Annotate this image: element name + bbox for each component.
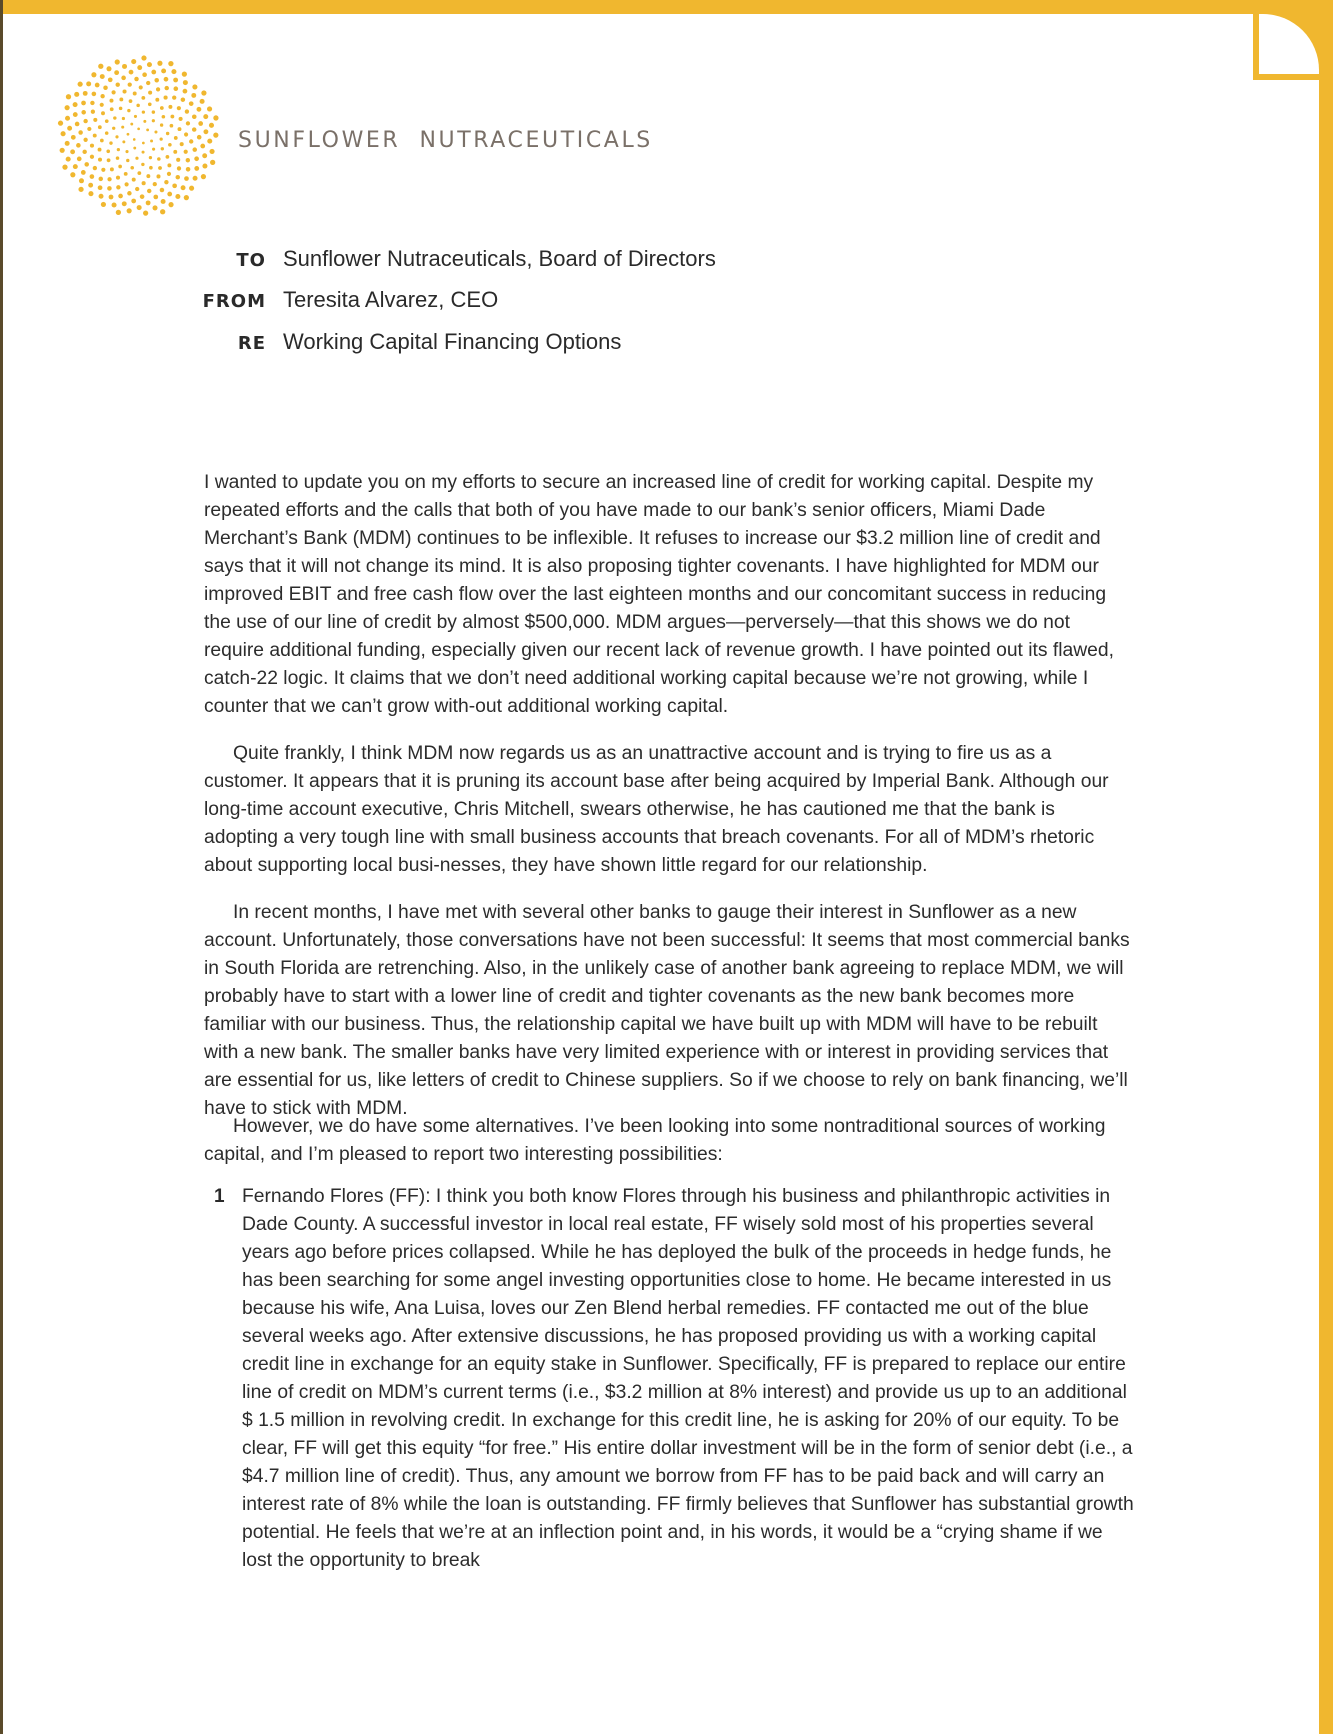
logo-seed-dot xyxy=(112,127,115,130)
logo-seed-dot xyxy=(75,122,80,127)
logo-seed-dot xyxy=(175,194,180,199)
logo-seed-dot xyxy=(100,139,104,143)
logo-seed-dot xyxy=(149,156,152,159)
logo-seed-dot xyxy=(87,127,91,131)
logo-seed-dot xyxy=(65,105,70,110)
logo-seed-dot xyxy=(116,156,120,160)
logo-seed-dot xyxy=(161,147,164,150)
logo-seed-dot xyxy=(141,96,145,100)
logo-seed-dot xyxy=(161,199,166,204)
logo-seed-dot xyxy=(178,127,182,131)
logo-seed-dot xyxy=(153,182,157,186)
logo-seed-dot xyxy=(166,155,170,159)
logo-seed-dot xyxy=(176,175,180,179)
logo-seed-dot xyxy=(106,149,110,153)
logo-seed-dot xyxy=(98,185,103,190)
logo-seed-dot xyxy=(106,66,111,71)
logo-seed-dot xyxy=(181,97,186,102)
logo-seed-dot xyxy=(157,61,162,66)
logo-seed-dot xyxy=(177,106,181,110)
logo-seed-dot xyxy=(101,202,106,207)
logo-seed-dot xyxy=(147,62,152,67)
logo-seed-dot xyxy=(121,126,124,129)
logo-seed-dot xyxy=(98,64,103,69)
logo-seed-dot xyxy=(160,188,165,193)
logo-seed-dot xyxy=(66,157,71,162)
logo-seed-dot xyxy=(197,107,202,112)
logo-seed-dot xyxy=(181,185,186,190)
logo-seed-dot xyxy=(90,101,94,105)
logo-seed-dot xyxy=(213,133,218,138)
logo-seed-dot xyxy=(198,121,203,126)
logo-seed-dot xyxy=(126,159,129,162)
logo-seed-dot xyxy=(67,126,72,131)
logo-seed-dot xyxy=(119,107,123,111)
logo-seed-dot xyxy=(125,182,129,186)
logo-seed-dot xyxy=(114,70,119,75)
logo-seed-dot xyxy=(142,72,147,77)
logo-seed-dot xyxy=(172,95,176,99)
logo-seed-dot xyxy=(98,148,102,152)
logo-seed-dot xyxy=(213,115,218,120)
logo-seed-dot xyxy=(183,89,188,94)
logo-seed-dot xyxy=(146,128,149,131)
logo-seed-dot xyxy=(194,156,199,161)
logo-seed-dot xyxy=(148,91,152,95)
list-item-number: 1 xyxy=(214,1186,225,1207)
logo-seed-dot xyxy=(83,138,87,142)
logo-seed-dot xyxy=(76,143,81,148)
logo-seed-dot xyxy=(182,71,187,76)
company-name: SUNFLOWER NUTRACEUTICALS xyxy=(238,128,653,153)
logo-seed-dot xyxy=(142,181,146,185)
logo-seed-dot xyxy=(146,200,151,205)
logo-seed-dot xyxy=(125,150,128,153)
logo-seed-dot xyxy=(100,103,104,107)
logo-seed-dot xyxy=(105,131,109,135)
paragraph: In recent months, I have met with several other banks to gauge their interest in Sunflower as a new account. Unfortunately, those conversations have not been successful: It seems that most commercial banks in South Florida are retrenching. Also, in the unlikely case of another bank agreeing to replace MDM, we will probably have to start with a lower line of credit and tighter covenants as the new bank becomes more familiar with our business. Thus, the relationship capital we have built up with MDM will have to be rebuilt with a new bank. The smaller banks have very limited experience with or interest in providing services that are essential for us, like letters of credit to Chinese suppliers. So if we choose to rely on bank financing, we’ll have to stick with MDM. xyxy=(204,902,1130,1119)
logo-seed-dot xyxy=(109,99,113,103)
logo-seed-dot xyxy=(107,177,111,181)
logo-seed-dot xyxy=(141,55,146,60)
logo-seed-dot xyxy=(111,90,115,94)
logo-seed-dot xyxy=(73,164,78,169)
logo-seed-dot xyxy=(112,202,117,207)
logo-seed-dot xyxy=(152,205,157,210)
logo-seed-dot xyxy=(122,140,125,143)
logo-seed-dot xyxy=(123,89,127,93)
logo-seed-dot xyxy=(207,139,212,144)
logo-seed-dot xyxy=(133,91,137,95)
logo-seed-dot xyxy=(156,87,160,91)
logo-seed-dot xyxy=(82,150,86,154)
logo-seed-dot xyxy=(193,176,198,181)
logo-seed-dot xyxy=(78,130,82,134)
logo-seed-dot xyxy=(93,166,97,170)
logo-seed-dot xyxy=(192,127,196,131)
logo-seed-dot xyxy=(137,205,142,210)
logo-seed-dot xyxy=(166,132,169,135)
logo-seed-dot xyxy=(201,90,206,95)
logo-seed-dot xyxy=(184,176,189,181)
logo-seed-dot xyxy=(209,149,214,154)
logo-seed-dot xyxy=(153,195,158,200)
logo-seed-dot xyxy=(60,148,65,153)
logo-seed-dot xyxy=(65,141,70,146)
logo-seed-dot xyxy=(115,59,120,64)
logo-seed-dot xyxy=(93,118,97,122)
logo-seed-dot xyxy=(143,211,148,216)
logo-seed-dot xyxy=(134,77,138,81)
memo-to-label: TO xyxy=(236,250,266,271)
logo-seed-dot xyxy=(160,106,164,110)
logo-seed-dot xyxy=(133,147,136,150)
logo-seed-dot xyxy=(162,115,166,119)
logo-seed-dot xyxy=(83,119,87,123)
logo-seed-dot xyxy=(157,157,161,161)
logo-seed-dot xyxy=(127,133,130,136)
logo-seed-dot xyxy=(202,153,207,158)
logo-seed-dot xyxy=(98,158,102,162)
logo-seed-dot xyxy=(86,81,91,86)
logo-seed-dot xyxy=(173,78,178,83)
memo-from-value: Teresita Alvarez, CEO xyxy=(283,287,499,312)
logo-seed-dot xyxy=(130,166,134,170)
logo-seed-dot xyxy=(189,101,194,106)
logo-seed-dot xyxy=(109,195,114,200)
logo-seed-dot xyxy=(109,141,112,144)
logo-seed-dot xyxy=(186,121,190,125)
memo-to-value: Sunflower Nutraceuticals, Board of Directors xyxy=(283,246,716,271)
logo-seed-dot xyxy=(142,111,145,114)
logo-seed-dot xyxy=(148,102,152,106)
logo-seed-dot xyxy=(155,98,159,102)
logo-seed-dot xyxy=(192,147,197,152)
logo-seed-dot xyxy=(171,69,176,74)
logo-seed-dot xyxy=(161,68,166,73)
page-frame-top xyxy=(0,0,1333,14)
page-frame-left xyxy=(0,0,3,1734)
logo-seed-dot xyxy=(70,149,75,154)
logo-seed-dot xyxy=(186,158,190,162)
logo-seed-dot xyxy=(100,74,105,79)
logo-seed-dot xyxy=(147,189,151,193)
memo-from-label: FROM xyxy=(202,291,266,312)
logo-seed-dot xyxy=(93,134,97,138)
logo-seed-dot xyxy=(210,160,215,165)
logo-seed-dot xyxy=(191,93,196,98)
logo-seed-dot xyxy=(81,110,86,115)
logo-seed-dot xyxy=(90,174,95,179)
logo-seed-dot xyxy=(167,192,172,197)
logo-seed-dot xyxy=(107,158,111,162)
logo-seed-dot xyxy=(135,187,139,191)
logo-seed-dot xyxy=(180,142,184,146)
logo-seed-dot xyxy=(146,174,150,178)
logo-seed-dot xyxy=(78,82,83,87)
logo-seed-dot xyxy=(127,208,132,213)
logo-seed-dot xyxy=(99,177,103,181)
logo-seed-dot xyxy=(71,135,76,140)
logo-seed-dot xyxy=(202,164,207,169)
logo-seed-dot xyxy=(209,123,214,128)
logo-seed-dot xyxy=(174,136,178,140)
logo-seed-dot xyxy=(168,105,172,109)
logo-seed-dot xyxy=(150,139,153,142)
logo-seed-dot xyxy=(184,195,189,200)
logo-seed-dot xyxy=(132,178,136,182)
logo-seed-dot xyxy=(105,119,109,123)
logo-seed-dot xyxy=(81,170,86,175)
logo-seed-dot xyxy=(168,202,173,207)
logo-seed-dot xyxy=(156,174,160,178)
logo-seed-dot xyxy=(119,98,123,102)
logo-seed-dot xyxy=(139,85,143,89)
logo-seed-dot xyxy=(197,135,202,140)
logo-seed-dot xyxy=(186,167,191,172)
logo-seed-dot xyxy=(140,194,145,199)
logo-seed-dot xyxy=(154,78,159,83)
logo-seed-dot xyxy=(136,104,140,108)
logo-seed-dot xyxy=(84,162,89,167)
logo-seed-dot xyxy=(131,59,136,64)
logo-seed-dot xyxy=(122,64,127,69)
logo-seed-dot xyxy=(129,70,134,75)
logo-seed-dot xyxy=(79,178,84,183)
logo-seed-dot xyxy=(124,172,128,176)
logo-seed-dot xyxy=(74,92,79,97)
logo-seed-dot xyxy=(194,166,199,171)
paragraph: I wanted to update you on my efforts to secure an increased line of credit for working capital. Despite my repeated efforts and the calls that both of you have made to our bank’s senior officers, Miami Dade Merchant’s Bank (MDM) continues to be inflexible. It refuses to increase our $3.2 million line of credit and says that it will not change its mind. It is also proposing tighter covenants. I have highlighted for MDM our improved EBIT and free cash flow over the last eighteen months and our concomitant success in reducing the use of our line of credit by almost $500,000. MDM argues—perversely—that this shows we do not require additional funding, especially given our recent lack of revenue growth. I have pointed out its flawed, catch-22 logic. It claims that we don’t need additional working capital because we’re not growing, while I counter that we can’t grow with-out additional working capital. xyxy=(204,472,1114,717)
logo-seed-dot xyxy=(110,107,114,111)
logo-seed-dot xyxy=(58,121,63,126)
logo-seed-dot xyxy=(167,172,171,176)
logo-seed-dot xyxy=(131,199,136,204)
logo-seed-dot xyxy=(73,112,78,117)
logo-seed-dot xyxy=(176,158,180,162)
logo-seed-dot xyxy=(127,109,130,112)
page-frame-right xyxy=(1319,0,1333,1734)
logo-seed-dot xyxy=(133,138,136,141)
logo-seed-dot xyxy=(78,187,83,192)
logo-seed-dot xyxy=(141,163,144,166)
logo-seed-dot xyxy=(142,151,145,154)
logo-seed-dot xyxy=(61,131,66,136)
logo-seed-dot xyxy=(103,86,108,91)
logo-seed-dot xyxy=(115,135,118,138)
logo-seed-dot xyxy=(137,65,142,70)
logo-seed-dot xyxy=(116,176,120,180)
logo-seed-dot xyxy=(207,106,212,111)
logo-seed-dot xyxy=(128,83,132,87)
logo-seed-dot xyxy=(95,83,100,88)
logo-seed-dot xyxy=(168,61,173,66)
logo-seed-dot xyxy=(189,186,194,191)
logo-seed-dot xyxy=(164,180,168,184)
logo-seed-dot xyxy=(137,127,140,130)
logo-seed-dot xyxy=(167,163,171,167)
logo-seed-dot xyxy=(170,115,174,119)
logo-seed-dot xyxy=(154,131,157,134)
paragraph: Quite frankly, I think MDM now regards us as an unattractive account and is trying to fire us as a customer. It appears that it is pruning its account base after being acquired by Imperial Bank. Although our long-time account executive, Chris Mitchell, swears otherwise, he has cautioned me that the bank is adopting a very tough line with small business accounts that breach covenants. For all of MDM’s rhetoric about supporting local busi-nesses, they have shown little regard for our relationship. xyxy=(204,743,1109,876)
logo-seed-dot xyxy=(177,166,181,170)
logo-seed-dot xyxy=(117,148,120,151)
logo-seed-dot xyxy=(62,164,67,169)
logo-seed-dot xyxy=(91,72,96,77)
paragraph: However, we do have some alternatives. I’ve been looking into some nontraditional sources of working capital, and I’m pleased to report two interesting possibilities: xyxy=(204,1116,1106,1165)
logo-seed-dot xyxy=(134,115,137,118)
logo-seed-dot xyxy=(172,184,177,189)
memo-from-row xyxy=(180,287,498,317)
logo-seed-dot xyxy=(149,166,153,170)
logo-seed-dot xyxy=(168,143,172,147)
logo-seed-dot xyxy=(201,174,206,179)
logo-seed-dot xyxy=(107,186,112,191)
logo-seed-dot xyxy=(116,185,120,189)
logo-seed-dot xyxy=(152,148,155,151)
logo-seed-dot xyxy=(99,194,104,199)
logo-seed-dot xyxy=(98,125,102,129)
logo-seed-dot xyxy=(90,144,94,148)
logo-seed-dot xyxy=(184,132,188,136)
memo-re-value: Working Capital Financing Options xyxy=(283,329,622,354)
logo-seed-dot xyxy=(122,117,125,120)
logo-seed-dot xyxy=(192,84,197,89)
logo-seed-dot xyxy=(118,165,122,169)
logo-seed-dot xyxy=(137,171,141,175)
logo-seed-dot xyxy=(66,94,71,99)
logo-seed-dot xyxy=(110,167,114,171)
logo-seed-dot xyxy=(203,129,208,134)
logo-seed-dot xyxy=(130,123,133,126)
logo-seed-dot xyxy=(200,99,205,104)
logo-seed-dot xyxy=(73,102,78,107)
logo-seed-dot xyxy=(185,109,189,113)
logo-seed-dot xyxy=(113,116,116,119)
logo-seed-dot xyxy=(184,150,188,154)
memo-re-label: RE xyxy=(237,333,266,354)
logo-seed-dot xyxy=(129,99,133,103)
logo-seed-dot xyxy=(83,91,88,96)
logo-seed-dot xyxy=(121,76,126,81)
logo-seed-dot xyxy=(100,94,104,98)
logo-seed-dot xyxy=(118,194,123,199)
memo-re-row xyxy=(180,329,621,359)
logo-seed-dot xyxy=(164,77,169,82)
logo-seed-dot xyxy=(81,101,86,106)
logo-seed-dot xyxy=(92,92,97,97)
logo-seed-dot xyxy=(77,157,82,162)
logo-seed-dot xyxy=(173,150,177,154)
logo-seed-dot xyxy=(108,77,113,82)
memo-to-row xyxy=(180,246,716,276)
logo-seed-dot xyxy=(88,183,93,188)
logo-seed-dot xyxy=(88,191,93,196)
logo-seed-dot xyxy=(122,201,127,206)
logo-seed-dot xyxy=(101,168,105,172)
logo-seed-dot xyxy=(165,86,169,90)
logo-seed-dot xyxy=(170,124,174,128)
logo-seed-dot xyxy=(179,117,183,121)
sunflower-seed-spiral-icon xyxy=(55,53,221,219)
logo-seed-dot xyxy=(160,123,163,126)
logo-seed-dot xyxy=(90,155,94,159)
logo-seed-dot xyxy=(160,138,163,141)
logo-seed-dot xyxy=(142,142,145,145)
logo-seed-dot xyxy=(158,166,162,170)
logo-seed-dot xyxy=(183,80,188,85)
logo-seed-dot xyxy=(127,191,132,196)
logo-seed-dot xyxy=(143,120,146,123)
logo-seed-dot xyxy=(174,86,179,91)
logo-seed-dot xyxy=(151,70,156,75)
logo-seed-dot xyxy=(160,209,165,214)
logo-seed-dot xyxy=(200,144,205,149)
logo-seed-dot xyxy=(189,139,193,143)
logo-seed-dot xyxy=(203,114,208,119)
logo-seed-dot xyxy=(91,110,95,114)
logo-seed-dot xyxy=(70,172,75,177)
logo-seed-dot xyxy=(116,210,121,215)
logo-seed-dot xyxy=(135,157,138,160)
logo-seed-dot xyxy=(164,96,168,100)
logo-seed-dot xyxy=(101,111,105,115)
logo-seed-dot xyxy=(116,83,120,87)
logo-seed-dot xyxy=(152,110,155,113)
logo-seed-dot xyxy=(152,119,155,122)
logo-seed-dot xyxy=(192,114,197,119)
logo-seed-dot xyxy=(65,116,70,121)
logo-seed-dot xyxy=(146,81,150,85)
list-item-text: Fernando Flores (FF): I think you both know Flores through his business and philanthropic activities in Dade County. A successful investor in local real estate, FF wisely sold most of his properties several years ago before prices collapsed. While he has deployed the bulk of the proceeds in hedge funds, he has been searching for some angel investing opportunities close to home. He became interested in us because his wife, Ana Luisa, loves our Zen Blend herbal remedies. FF contacted me out of the blue several weeks ago. After extensive discussions, he has proposed providing us with a working capital credit line in exchange for an equity stake in Sunflower. Specifically, FF is prepared to replace our entire line of credit on MDM’s current terms (i.e., $3.2 million at 8% interest) and provide us up to an additional $ 1.5 million in revolving credit. In exchange for this credit line, he is asking for 20% of our equity. To be clear, FF will get this equity “for free.” His entire dollar investment will be in the form of senior debt (i.e., a $4.7 million line of credit). Thus, any amount we borrow from FF has to be paid back and will carry an interest rate of 8% while the loan is outstanding. FF firmly believes that Sunflower has substantial growth potential. He feels that we’re at an inflection point and, in his words, it would be a “crying shame if we lost the opportunity to break xyxy=(242,1186,1134,1571)
